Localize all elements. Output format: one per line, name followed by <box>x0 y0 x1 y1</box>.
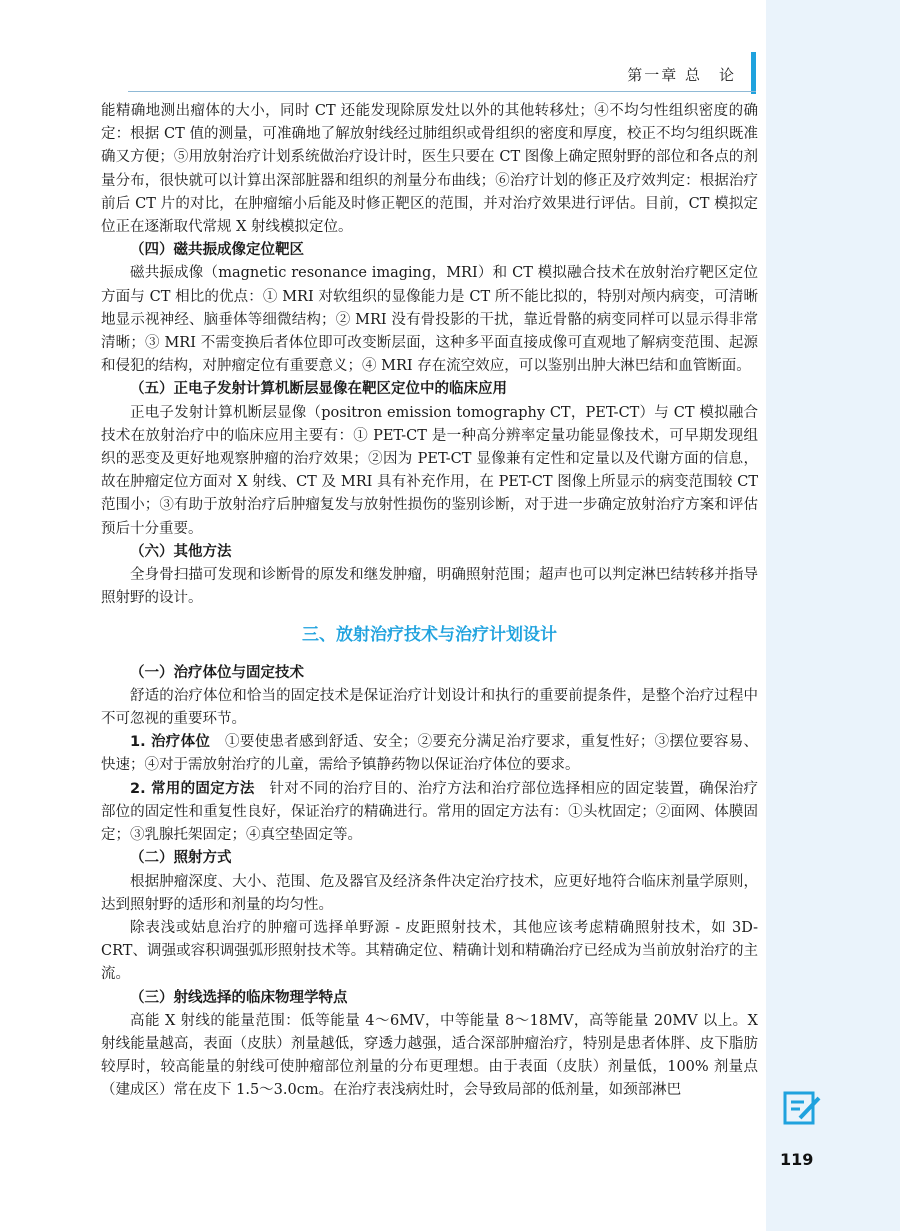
header-accent-bar <box>751 52 756 94</box>
subsection-heading: （一）治疗体位与固定技术 <box>130 664 304 681</box>
chapter-title: 第一章 总 论 <box>627 66 736 84</box>
list-item <box>101 778 758 848</box>
page-number: 119 <box>780 1150 814 1169</box>
list-item <box>101 731 758 777</box>
item-text: ①要使患者感到舒适、安全；②要充分满足治疗要求，重复性好；③摆位要容易、快速；④对于需放射治疗的儿童，需给予镇静药物以保证治疗体位的要求。 <box>101 734 759 774</box>
subsection-heading: （五）正电子发射计算机断层显像在靶区定位中的临床应用 <box>130 381 507 398</box>
paragraph: 磁共振成像（magnetic resonance imaging，MRI）和 CT 模拟融合技术在放射治疗靶区定位方面与 CT 相比的优点：① MRI 对软组织的显像能力是 CT 所不能比拟的，特别对颅内病变，可清晰地显示视神经、脑垂体等细微结构；② MRI 没有骨投影的干扰，靠近骨骼的病变同样可以显示得非常清晰；③ MRI 不需变换后者体位即可改变断层面，这种多平面直接成像可直观地了解病变范围、起源和侵犯的结构，对肿瘤定位有重要意义；④ MRI 存在流空效应，可以鉴别出肿大淋巴结和血管断面。 <box>101 265 758 375</box>
notes-edit-icon <box>782 1088 822 1128</box>
subsection-heading: （二）照射方式 <box>130 850 232 867</box>
item-lead: 2. 常用的固定方法 <box>130 780 255 797</box>
subsection-heading: （六）其他方法 <box>130 543 232 560</box>
subsection-heading: （三）射线选择的临床物理学特点 <box>130 989 348 1006</box>
item-lead: 1. 治疗体位 <box>130 734 211 751</box>
paragraph: 能精确地测出瘤体的大小，同时 CT 还能发现除原发灶以外的其他转移灶；④不均匀性组织密度的确定：根据 CT 值的测量，可准确地了解放射线经过肺组织或骨组织的密度和厚度，校正不均匀组织既准确又方便；⑤用放射治疗计划系统做治疗设计时，医生只要在 CT 图像上确定照射野的部位和各点的剂量分布，很快就可以计算出深部脏器和组织的剂量分布曲线；⑥治疗计划的修正及疗效判定：根据治疗前后 CT 片的对比，在肿瘤缩小后能及时修正靶区的范围，并对治疗效果进行评估。目前，CT 模拟定位正在逐渐取代常规 X 射线模拟定位。 <box>101 103 758 236</box>
running-header <box>128 52 756 92</box>
paragraph: 全身骨扫描可发现和诊断骨的原发和继发肿瘤，明确照射范围；超声也可以判定淋巴结转移并指导照射野的设计。 <box>101 567 758 607</box>
paragraph: 正电子发射计算机断层显像（positron emission tomography CT，PET-CT）与 CT 模拟融合技术在放射治疗中的临床应用主要有：① PET-CT 是一种高分辨率定量功能显像技术，可早期发现组织的恶变及更好地观察肿瘤的治疗效果；②因为 PET-CT 显像兼有定性和定量以及代谢方面的信息，故在肿瘤定位方面对 X 射线、CT 及 MRI 具有补充作用，在 PET-CT 图像上所显示的病变范围较 CT 范围小；③有助于放射治疗后肿瘤复发与放射性损伤的鉴别诊断，对于进一步确定放射治疗方案和评估预后十分重要。 <box>101 404 758 537</box>
header-rule <box>128 91 756 92</box>
paragraph: 根据肿瘤深度、大小、范围、危及器官及经济条件决定治疗技术，应更好地符合临床剂量学原则，达到照射野的适形和剂量的均匀性。 <box>101 873 758 913</box>
paragraph: 除表浅或姑息治疗的肿瘤可选择单野源 - 皮距照射技术，其他应该考虑精确照射技术，如 3D-CRT、调强或容积调强弧形照射技术等。其精确定位、精确计划和精确治疗已经成为当前放射治疗的主流。 <box>101 919 758 983</box>
page-body <box>101 100 758 1103</box>
side-band <box>766 0 900 1231</box>
subsection-heading: （四）磁共振成像定位靶区 <box>130 242 304 259</box>
item-text: 针对不同的治疗目的、治疗方法和治疗部位选择相应的固定装置，确保治疗部位的固定性和重复性良好，保证治疗的精确进行。常用的固定方法有：①头枕固定；②面网、体膜固定；③乳腺托架固定；④真空垫固定等。 <box>101 780 759 844</box>
paragraph: 高能 X 射线的能量范围：低等能量 4～6MV，中等能量 8～18MV，高等能量 20MV 以上。X 射线能量越高，表面（皮肤）剂量越低，穿透力越强，适合深部肿瘤治疗，特别是患者体胖、皮下脂肪较厚时，较高能量的射线可使肿瘤部位剂量的分布更理想。由于表面（皮肤）剂量低，100% 剂量点（建成区）常在皮下 1.5～3.0cm。在治疗表浅病灶时，会导致局部的低剂量，如颈部淋巴 <box>101 1012 758 1099</box>
section-heading: 三、放射治疗技术与治疗计划设计 <box>302 625 557 646</box>
paragraph: 舒适的治疗体位和恰当的固定技术是保证治疗计划设计和执行的重要前提条件，是整个治疗过程中不可忽视的重要环节。 <box>101 687 758 728</box>
